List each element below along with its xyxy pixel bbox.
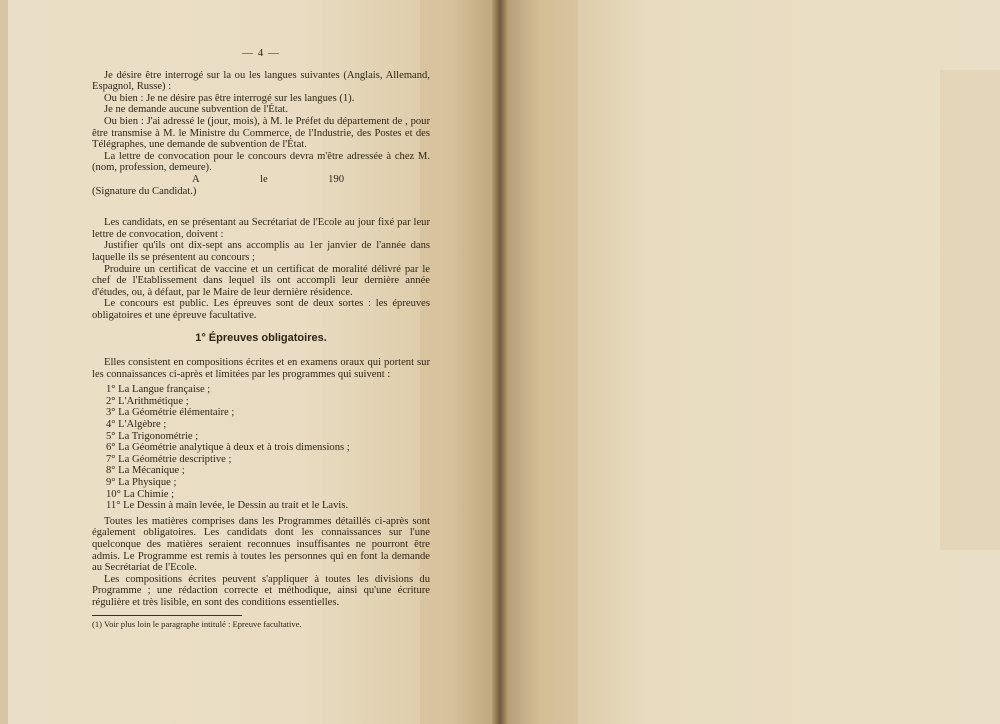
list-item: 6° La Géométrie analytique à deux et à trois dimensions ; <box>106 442 350 454</box>
list-item: 9° La Physique ; <box>106 477 177 488</box>
list-item: 11° Le Dessin à main levée, le Dessin au trait et le Lavis. <box>106 500 349 512</box>
paragraph: Je ne demande aucune subvention de l'État. <box>104 104 288 116</box>
paper-tape <box>0 0 8 724</box>
signature-place-date <box>92 174 430 186</box>
list-item: 3° La Géométrie élémentaire ; <box>106 407 235 419</box>
signature-line: (Signature du Candidat.) <box>92 185 197 197</box>
page-number: — 4 — <box>242 47 280 59</box>
list-item: 5° La Trigonométrie ; <box>106 430 199 442</box>
list-item: 7° La Géométrie descriptive ; <box>106 453 232 465</box>
list-item: 8° La Mécanique ; <box>106 465 185 477</box>
paragraph: Les candidats, en se présentant au Secrétariat de l'Ecole au jour fixé par leur lettre de convocation, doivent : <box>92 217 430 240</box>
book-gutter <box>492 0 508 724</box>
list-item: 2° L'Arithmétique ; <box>106 395 189 407</box>
paragraph: Ou bien : J'ai adressé le (jour, mois), à M. le Préfet du département de , pour être transmise à M. le Ministre du Commerce, de l'Industrie, des Postes et des Télégraphes, une demande de subvention de l'État. <box>92 115 430 151</box>
list-item: 10° La Chimie ; <box>106 488 175 500</box>
section-heading: 1° Épreuves obligatoires. <box>195 332 327 345</box>
paragraph: Justifier qu'ils ont dix-sept ans accomplis au 1er janvier de l'année dans laquelle ils se présentent au concours ; <box>92 240 430 263</box>
paragraph: Les compositions écrites peuvent s'appliquer à toutes les divisions du Programme ; une rédaction correcte et méthodique, ainsi qu'une écriture régulière et très lisible, en sont des conditions essentielles. <box>92 573 430 608</box>
paper-tape <box>940 70 1000 550</box>
paragraph: Elles consistent en compositions écrites et en examens oraux qui portent sur les connaissances ci-après et limitées par les programmes qui suivent : <box>92 357 430 380</box>
list-item: 4° L'Algèbre ; <box>106 419 167 431</box>
paper-tape <box>508 0 578 724</box>
paragraph: La lettre de convocation pour le concours devra m'être adressée à chez M. (nom, profession, demeure). <box>92 150 430 174</box>
paragraph: Ou bien : Je ne désire pas être interrogé sur les langues (1). <box>104 92 355 104</box>
paper-tape <box>420 0 490 724</box>
footnote: (1) Voir plus loin le paragraphe intitulé : Epreuve facultative. <box>92 618 302 629</box>
footnote-rule <box>92 615 242 616</box>
paragraph: Je désire être interrogé sur la ou les langues suivantes (Anglais, Allemand, Espagnol, Russe) : <box>92 69 430 93</box>
paragraph: Produire un certificat de vaccine et un certificat de moralité délivré par le chef de l'Etablissement dans lequel ils ont accompli leur dernière année d'études, ou, à défaut, par le Maire de leur dernière résidence. <box>92 263 430 298</box>
sig-year: 190 <box>328 173 344 185</box>
sig-le: le <box>260 173 268 185</box>
right-page <box>500 0 1000 724</box>
list-item: 1° La Langue française ; <box>106 384 211 396</box>
subject-list <box>106 384 430 512</box>
left-page-text <box>92 48 430 629</box>
paragraph: Toutes les matières comprises dans les Programmes détaillés ci-après sont également obligatoires. Les candidats dont les connaissances sur l'une quelconque des matières seraient reconnues insuffisantes ne pourront être admis. Le Programme est remis à toutes les personnes qui en font la demande au Secrétariat de l'Ecole. <box>92 515 430 574</box>
sig-a: A <box>192 173 200 185</box>
paragraph: Le concours est public. Les épreuves sont de deux sortes : les épreuves obligatoires et une épreuve facultative. <box>92 298 430 321</box>
